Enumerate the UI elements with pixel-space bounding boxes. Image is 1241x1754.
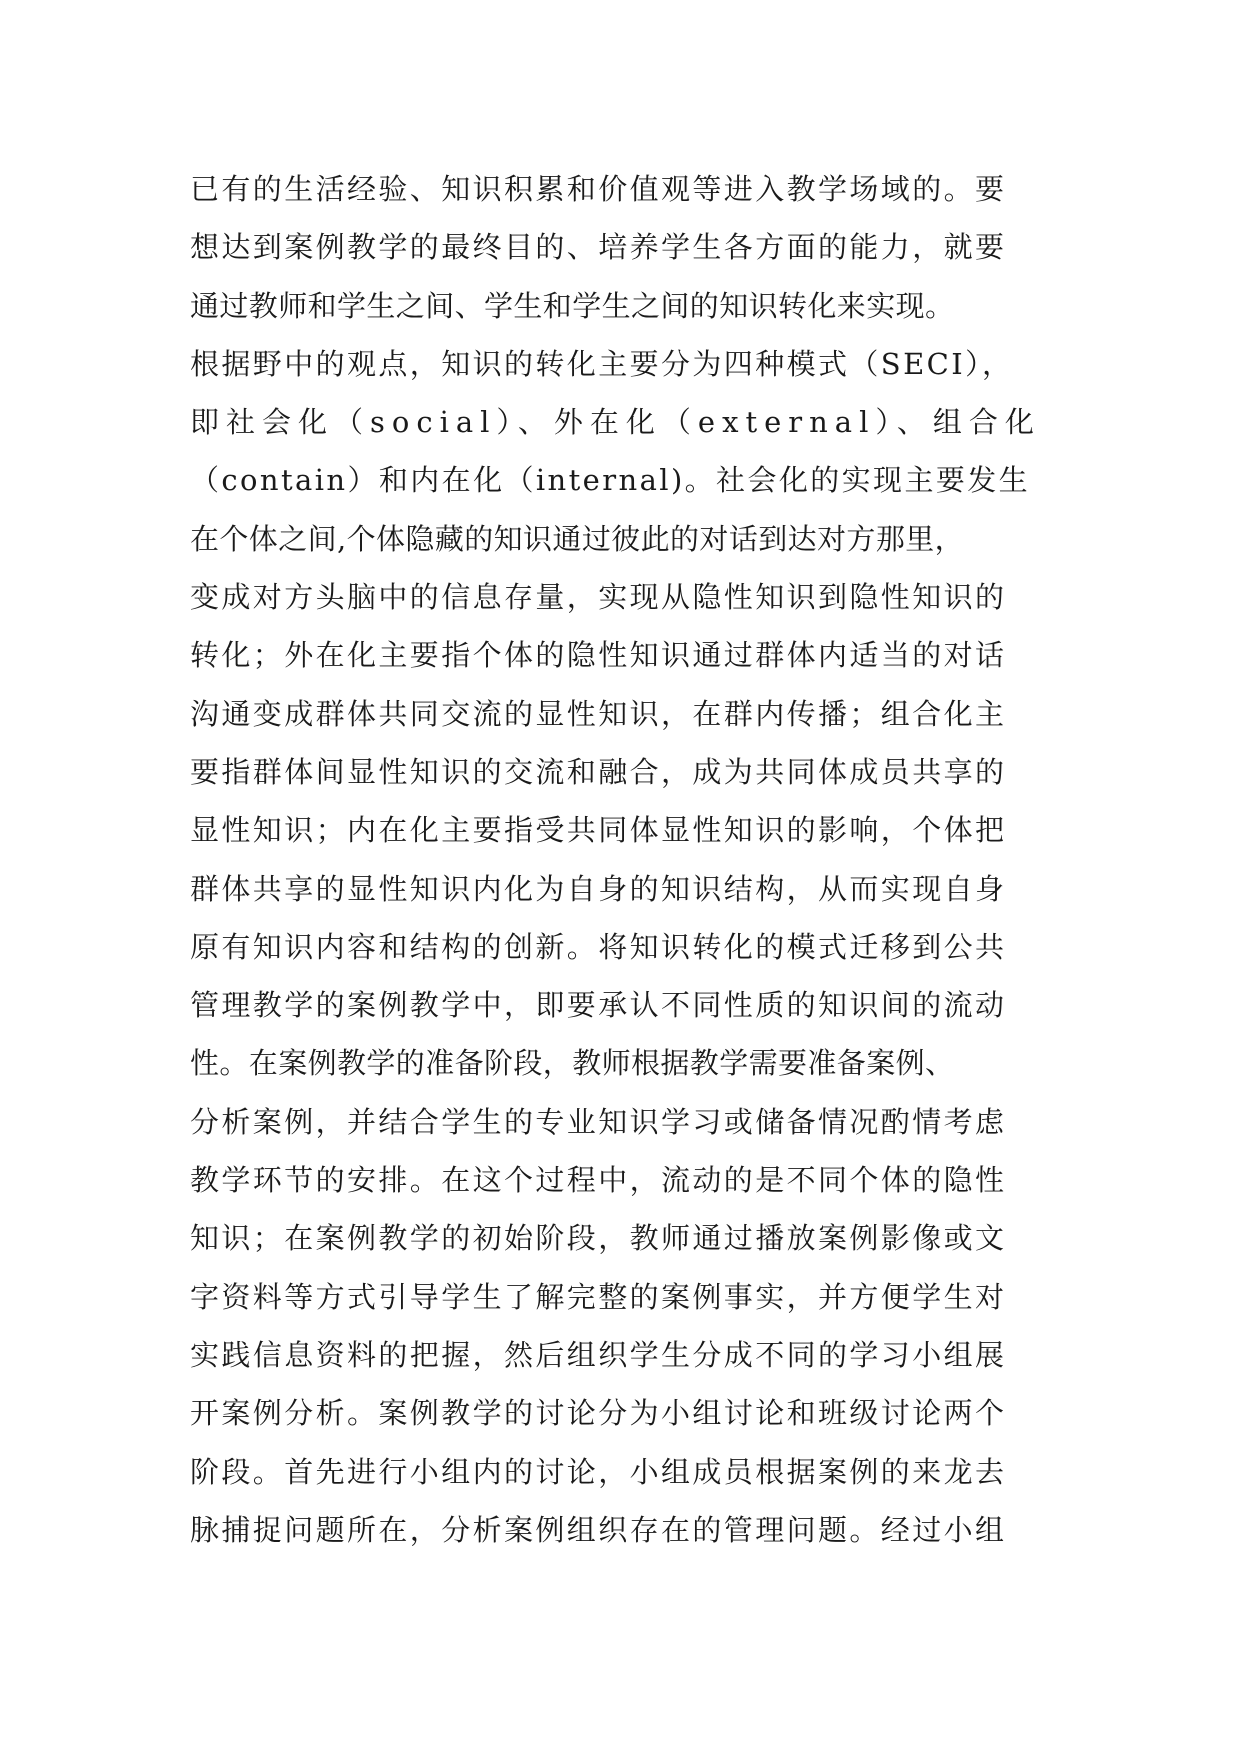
text-line: 即社会化（social）、外在化（external）、组合化	[190, 405, 1041, 440]
text-line: 字资料等方式引导学生了解完整的案例事实，并方便学生对	[190, 1279, 1007, 1314]
text-line: 管理教学的案例教学中，即要承认不同性质的知识间的流动	[190, 988, 1007, 1023]
text-line: 开案例分析。案例教学的讨论分为小组讨论和班级讨论两个	[190, 1396, 1007, 1431]
text-line: 群体共享的显性知识内化为自身的知识结构，从而实现自身	[190, 871, 1007, 906]
text-line: 分析案例，并结合学生的专业知识学习或储备情况酌情考虑	[190, 1104, 1007, 1139]
text-line: 变成对方头脑中的信息存量，实现从隐性知识到隐性知识的	[190, 580, 1007, 615]
text-line: 原有知识内容和结构的创新。将知识转化的模式迁移到公共	[190, 929, 1007, 964]
text-line: 通过教师和学生之间、学生和学生之间的知识转化来实现。	[190, 288, 955, 323]
text-line: 知识；在案例教学的初始阶段，教师通过播放案例影像或文	[190, 1221, 1007, 1256]
text-line: 转化；外在化主要指个体的隐性知识通过群体内适当的对话	[190, 638, 1007, 673]
body-paragraph	[190, 160, 1070, 1559]
text-line: （contain）和内在化（internal)。社会化的实现主要发生	[190, 463, 1031, 498]
text-line: 要指群体间显性知识的交流和融合，成为共同体成员共享的	[190, 754, 1007, 789]
text-line: 在个体之间,个体隐藏的知识通过彼此的对话到达对方那里，	[190, 521, 965, 556]
text-line: 想达到案例教学的最终目的、培养学生各方面的能力，就要	[190, 230, 1007, 265]
text-line: 性。在案例教学的准备阶段，教师根据教学需要准备案例、	[190, 1046, 955, 1081]
text-line: 显性知识；内在化主要指受共同体显性知识的影响，个体把	[190, 813, 1007, 848]
text-line: 沟通变成群体共同交流的显性知识，在群内传播；组合化主	[190, 696, 1007, 731]
text-line: 教学环节的安排。在这个过程中，流动的是不同个体的隐性	[190, 1163, 1007, 1198]
text-line: 脉捕捉问题所在，分析案例组织存在的管理问题。经过小组	[190, 1512, 1007, 1547]
text-line: 已有的生活经验、知识积累和价值观等进入教学场域的。要	[190, 172, 1007, 206]
text-line: 阶段。首先进行小组内的讨论，小组成员根据案例的来龙去	[190, 1454, 1007, 1489]
text-line: 根据野中的观点，知识的转化主要分为四种模式（SECI），	[190, 346, 1014, 381]
text-line: 实践信息资料的把握，然后组织学生分成不同的学习小组展	[190, 1337, 1007, 1372]
